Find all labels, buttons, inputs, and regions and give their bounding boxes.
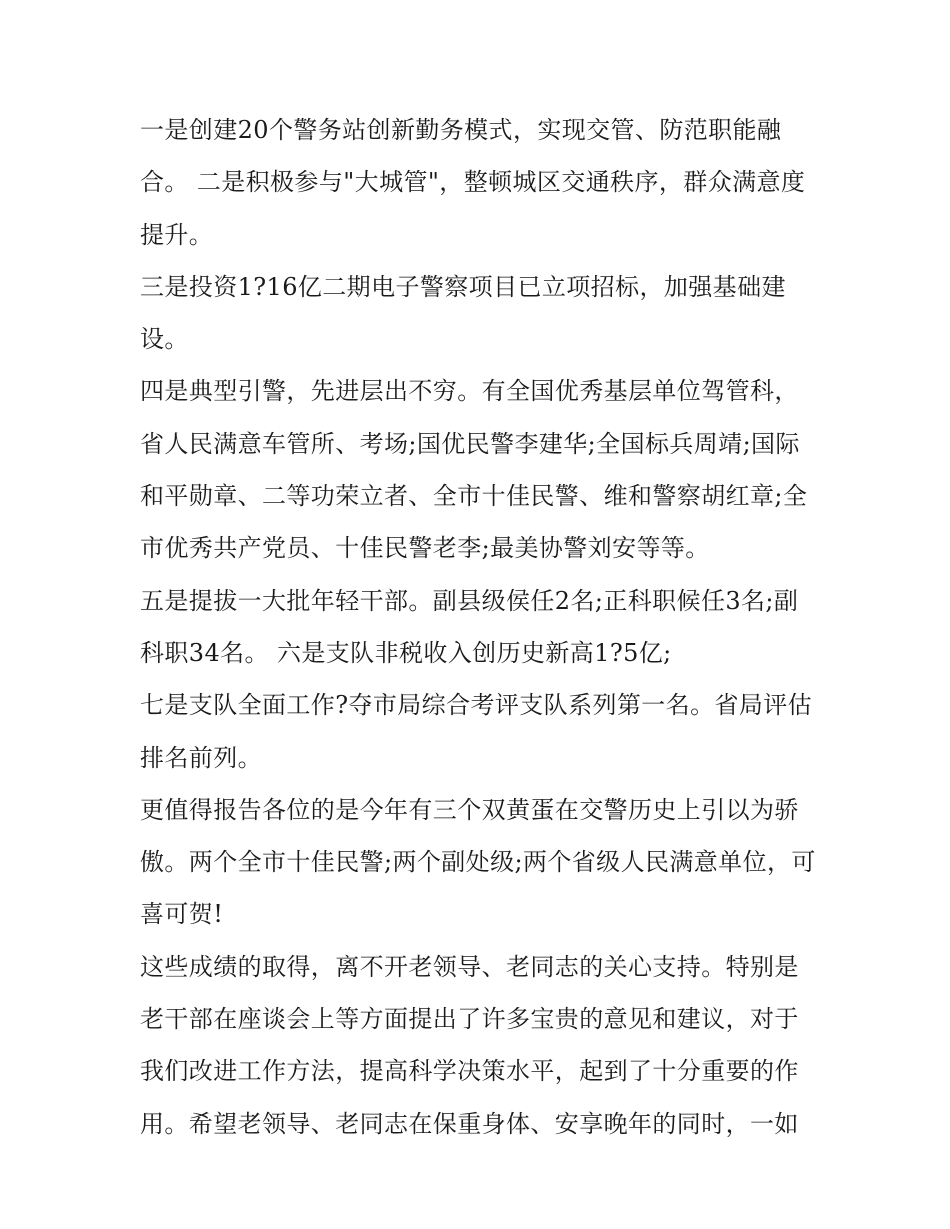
paragraph-7: 这些成绩的取得，离不开老领导、老同志的关心支持。特别是老干部在座谈会上等方面提出了许多宝贵的意见和建议，对于我们改进工作方法，提高科学决策水平，起到了十分重要的作用。希望老领导、老同志在保重身体、安享晚年的同时，一如 (140, 952, 799, 1138)
paragraph-2: 三是投资1?16亿二期电子警察项目已立项招标，加强基础建设。 (140, 272, 786, 354)
paragraph-3: 四是典型引警，先进层出不穷。有全国优秀基层单位驾管科，省人民满意车管所、考场;国优民警李建华;全国标兵周靖;国际和平勋章、二等功荣立者、全市十佳民警、维和警察胡红章;全市优秀共产党员、十佳民警老李;最美协警刘安等等。 (140, 377, 808, 563)
document-body (140, 104, 820, 1150)
paragraph-4: 五是提拔一大批年轻干部。副县级侯任2名;正科职候任3名;副科职34名。 六是支队非税收入创历史新高1?5亿; (140, 586, 799, 667)
paragraph-1: 一是创建20个警务站创新勤务模式，实现交管、防范职能融合。 二是积极参与"大城管"，整顿城区交通秩序，群众满意度提升。 (140, 116, 806, 249)
paragraph-6: 更值得报告各位的是今年有三个双黄蛋在交警历史上引以为骄傲。两个全市十佳民警;两个副处级;两个省级人民满意单位，可喜可贺! (140, 795, 816, 929)
paragraph-5: 七是支队全面工作?夺市局综合考评支队系列第一名。省局评估排名前列。 (140, 691, 813, 772)
